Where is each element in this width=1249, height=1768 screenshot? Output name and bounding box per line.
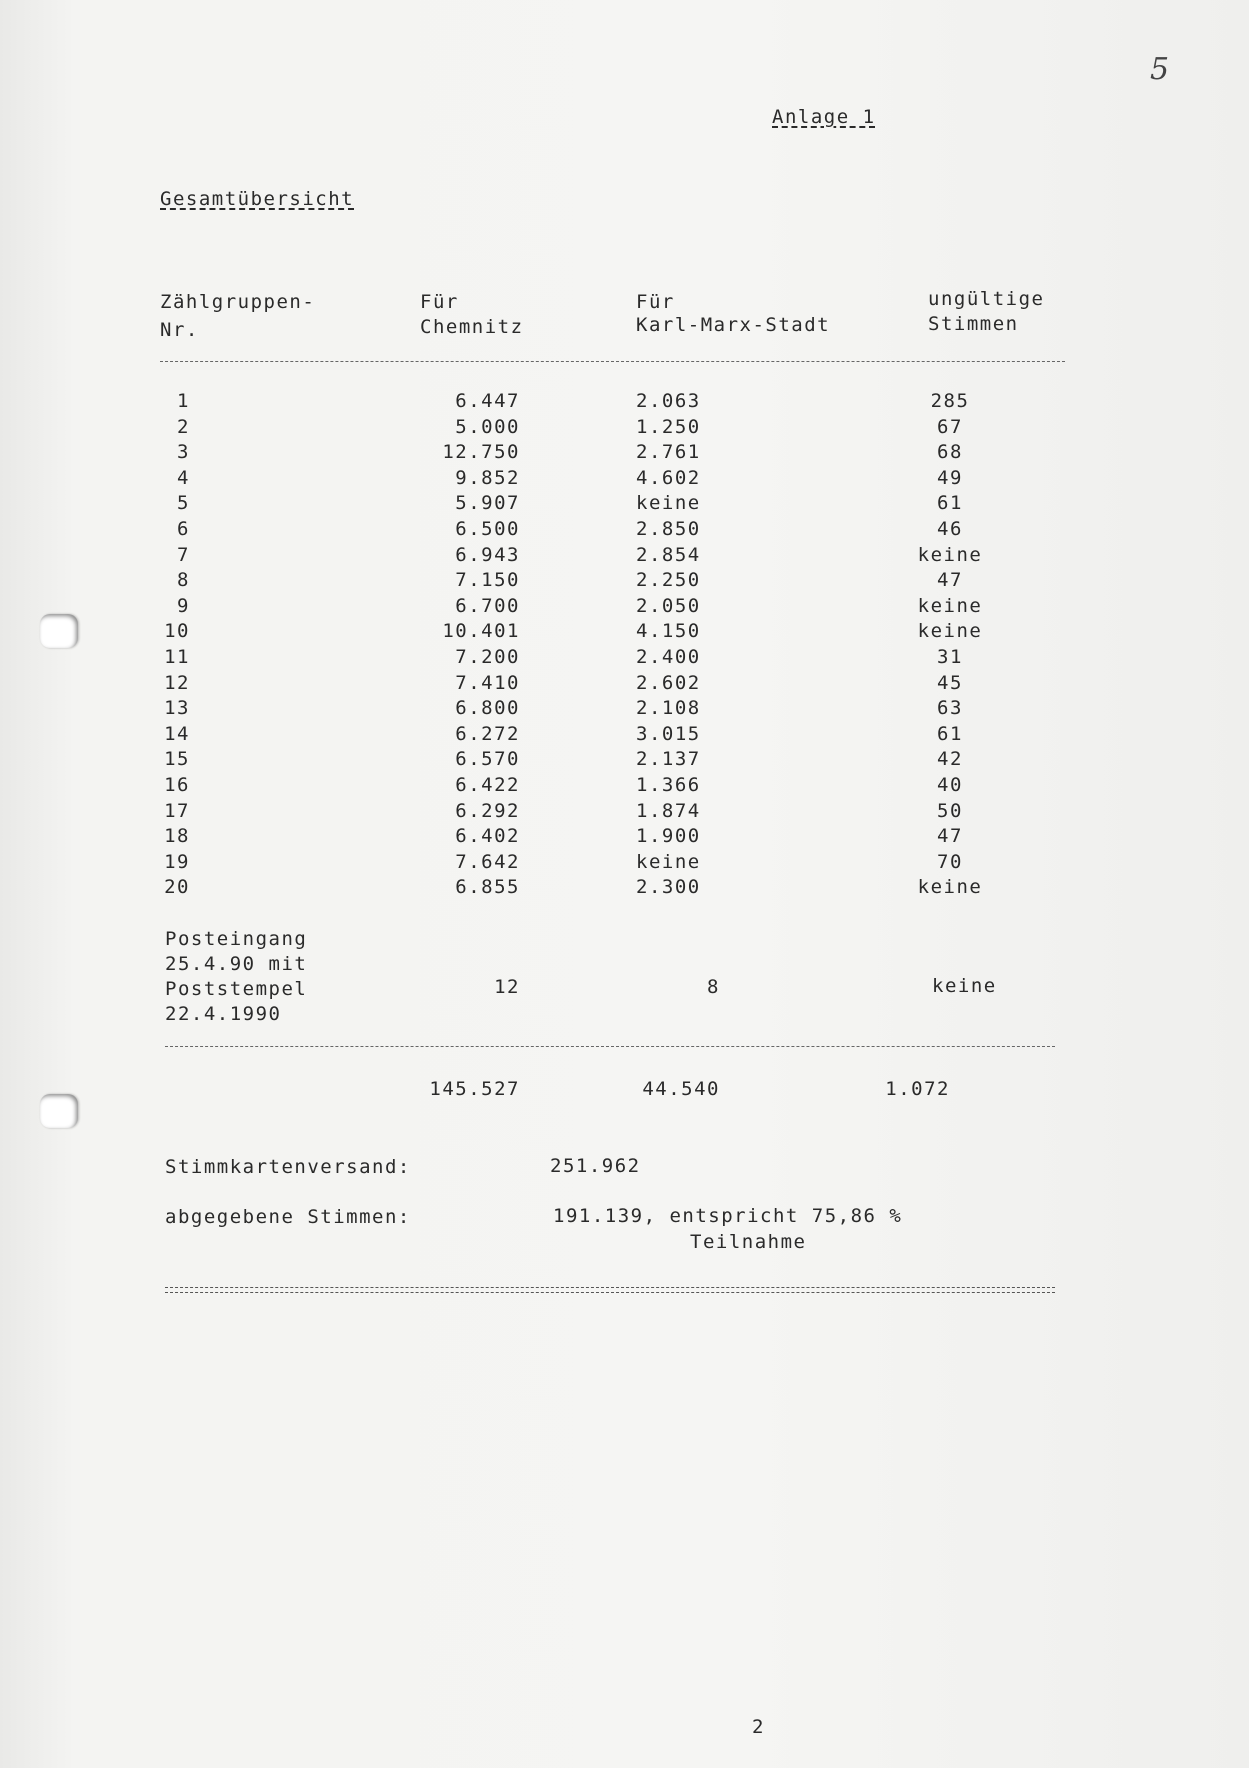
cell-kms: 2.300 [636, 876, 701, 898]
header-divider [160, 361, 1065, 362]
cell-group-nr: 3 [177, 441, 190, 463]
cell-invalid: 70 [937, 851, 963, 873]
cell-kms: 2.063 [636, 390, 701, 412]
table-row [0, 597, 1249, 622]
cell-invalid: 61 [937, 492, 963, 514]
table-row [0, 699, 1249, 724]
cell-kms: 1.874 [636, 800, 701, 822]
cell-invalid: 45 [937, 672, 963, 694]
cell-invalid: keine [917, 595, 983, 617]
cell-chemnitz: 7.200 [455, 646, 520, 668]
closing-double-rule [165, 1287, 1055, 1293]
cell-chemnitz: 9.852 [455, 467, 520, 489]
cell-kms: 2.602 [636, 672, 701, 694]
cell-kms: keine [636, 851, 701, 873]
cell-kms: 2.108 [636, 697, 701, 719]
cell-invalid: 68 [937, 441, 963, 463]
table-row [0, 802, 1249, 827]
cell-chemnitz: 6.292 [455, 800, 520, 822]
votes-cast-label: abgegebene Stimmen: [165, 1206, 411, 1228]
header-group-nr-line1: Zählgruppen- [160, 291, 316, 313]
table-row [0, 750, 1249, 775]
cell-group-nr: 19 [164, 851, 190, 873]
cell-invalid: 47 [937, 825, 963, 847]
cell-group-nr: 5 [177, 492, 190, 514]
cards-sent-label: Stimmkartenversand: [165, 1156, 411, 1178]
cards-sent-value: 251.962 [550, 1155, 641, 1177]
cell-kms: 3.015 [636, 723, 701, 745]
table-row [0, 546, 1249, 571]
cell-chemnitz: 12.750 [442, 441, 520, 463]
cell-chemnitz: 6.447 [455, 390, 520, 412]
cell-chemnitz: 6.700 [455, 595, 520, 617]
header-chemnitz-line2: Chemnitz [420, 316, 524, 338]
late-mail-label-line3: Poststempel [165, 978, 308, 1000]
cell-invalid: 31 [937, 646, 963, 668]
cell-invalid: 285 [930, 390, 970, 412]
late-mail-invalid: keine [932, 975, 997, 997]
cell-kms: 2.050 [636, 595, 701, 617]
cell-chemnitz: 7.642 [455, 851, 520, 873]
cell-kms: 2.137 [636, 748, 701, 770]
cell-kms: 2.250 [636, 569, 701, 591]
punch-hole-bottom [40, 1094, 78, 1128]
cell-invalid: 61 [937, 723, 963, 745]
cell-chemnitz: 7.410 [455, 672, 520, 694]
cell-chemnitz: 6.402 [455, 825, 520, 847]
cell-kms: 2.850 [636, 518, 701, 540]
cell-group-nr: 20 [164, 876, 190, 898]
late-mail-kms: 8 [707, 976, 720, 998]
cell-kms: 2.854 [636, 544, 701, 566]
cell-group-nr: 8 [177, 569, 190, 591]
header-kms-line1: Für [636, 291, 675, 313]
cell-group-nr: 11 [164, 646, 190, 668]
cell-kms: 2.761 [636, 441, 701, 463]
cell-invalid: 40 [937, 774, 963, 796]
cell-invalid: keine [917, 620, 983, 642]
cell-chemnitz: 6.422 [455, 774, 520, 796]
cell-chemnitz: 6.855 [455, 876, 520, 898]
cell-invalid: keine [917, 544, 983, 566]
table-row [0, 648, 1249, 673]
header-group-nr-line2: Nr. [160, 319, 199, 341]
cell-chemnitz: 6.272 [455, 723, 520, 745]
cell-kms: 1.900 [636, 825, 701, 847]
header-kms-line2: Karl-Marx-Stadt [636, 314, 831, 336]
cell-group-nr: 9 [177, 595, 190, 617]
cell-chemnitz: 6.943 [455, 544, 520, 566]
cell-group-nr: 2 [177, 416, 190, 438]
cell-kms: 1.366 [636, 774, 701, 796]
cell-kms: 4.150 [636, 620, 701, 642]
header-invalid-line1: ungültige [928, 288, 1045, 310]
cell-chemnitz: 6.570 [455, 748, 520, 770]
cell-invalid: 42 [937, 748, 963, 770]
cell-group-nr: 16 [164, 774, 190, 796]
cell-group-nr: 1 [177, 390, 190, 412]
header-invalid-line2: Stimmen [928, 313, 1019, 335]
totals-divider [165, 1046, 1055, 1047]
annex-title: Anlage 1 [772, 106, 876, 128]
late-mail-label-line2: 25.4.90 mit [165, 953, 308, 975]
cell-invalid: 47 [937, 569, 963, 591]
cell-group-nr: 15 [164, 748, 190, 770]
table-row [0, 443, 1249, 468]
cell-chemnitz: 6.500 [455, 518, 520, 540]
cell-group-nr: 18 [164, 825, 190, 847]
cell-group-nr: 12 [164, 672, 190, 694]
cell-invalid: 50 [937, 800, 963, 822]
votes-cast-value: 191.139, entspricht 75,86 % [553, 1205, 903, 1227]
total-kms: 44.540 [642, 1078, 720, 1100]
cell-chemnitz: 7.150 [455, 569, 520, 591]
table-row [0, 878, 1249, 903]
cell-invalid: 49 [937, 467, 963, 489]
cell-group-nr: 6 [177, 518, 190, 540]
table-row [0, 827, 1249, 852]
table-row [0, 853, 1249, 878]
cell-chemnitz: 5.907 [455, 492, 520, 514]
cell-chemnitz: 5.000 [455, 416, 520, 438]
table-row [0, 571, 1249, 596]
cell-kms: 2.400 [636, 646, 701, 668]
cell-group-nr: 13 [164, 697, 190, 719]
late-mail-chemnitz: 12 [494, 976, 520, 998]
handwritten-page-mark: 5 [1150, 52, 1170, 87]
total-chemnitz: 145.527 [429, 1078, 520, 1100]
cell-kms: keine [636, 492, 701, 514]
late-mail-label-line4: 22.4.1990 [165, 1003, 282, 1025]
cell-invalid: 46 [937, 518, 963, 540]
cell-group-nr: 14 [164, 723, 190, 745]
late-mail-label-line1: Posteingang [165, 928, 308, 950]
table-row [0, 494, 1249, 519]
total-invalid: 1.072 [885, 1078, 950, 1100]
cell-group-nr: 4 [177, 467, 190, 489]
cell-invalid: 63 [937, 697, 963, 719]
cell-chemnitz: 6.800 [455, 697, 520, 719]
cell-invalid: keine [917, 876, 983, 898]
table-row [0, 776, 1249, 801]
votes-cast-value-line2: Teilnahme [690, 1231, 807, 1253]
cell-group-nr: 7 [177, 544, 190, 566]
cell-chemnitz: 10.401 [442, 620, 520, 642]
cell-group-nr: 10 [164, 620, 190, 642]
table-row [0, 418, 1249, 443]
header-chemnitz-line1: Für [420, 291, 459, 313]
table-row [0, 469, 1249, 494]
cell-kms: 4.602 [636, 467, 701, 489]
table-row [0, 520, 1249, 545]
table-row [0, 622, 1249, 647]
cell-invalid: 67 [937, 416, 963, 438]
page-number: 2 [752, 1716, 765, 1738]
cell-group-nr: 17 [164, 800, 190, 822]
table-row [0, 392, 1249, 417]
section-title: Gesamtübersicht [160, 188, 355, 210]
table-row [0, 674, 1249, 699]
table-row [0, 725, 1249, 750]
cell-kms: 1.250 [636, 416, 701, 438]
